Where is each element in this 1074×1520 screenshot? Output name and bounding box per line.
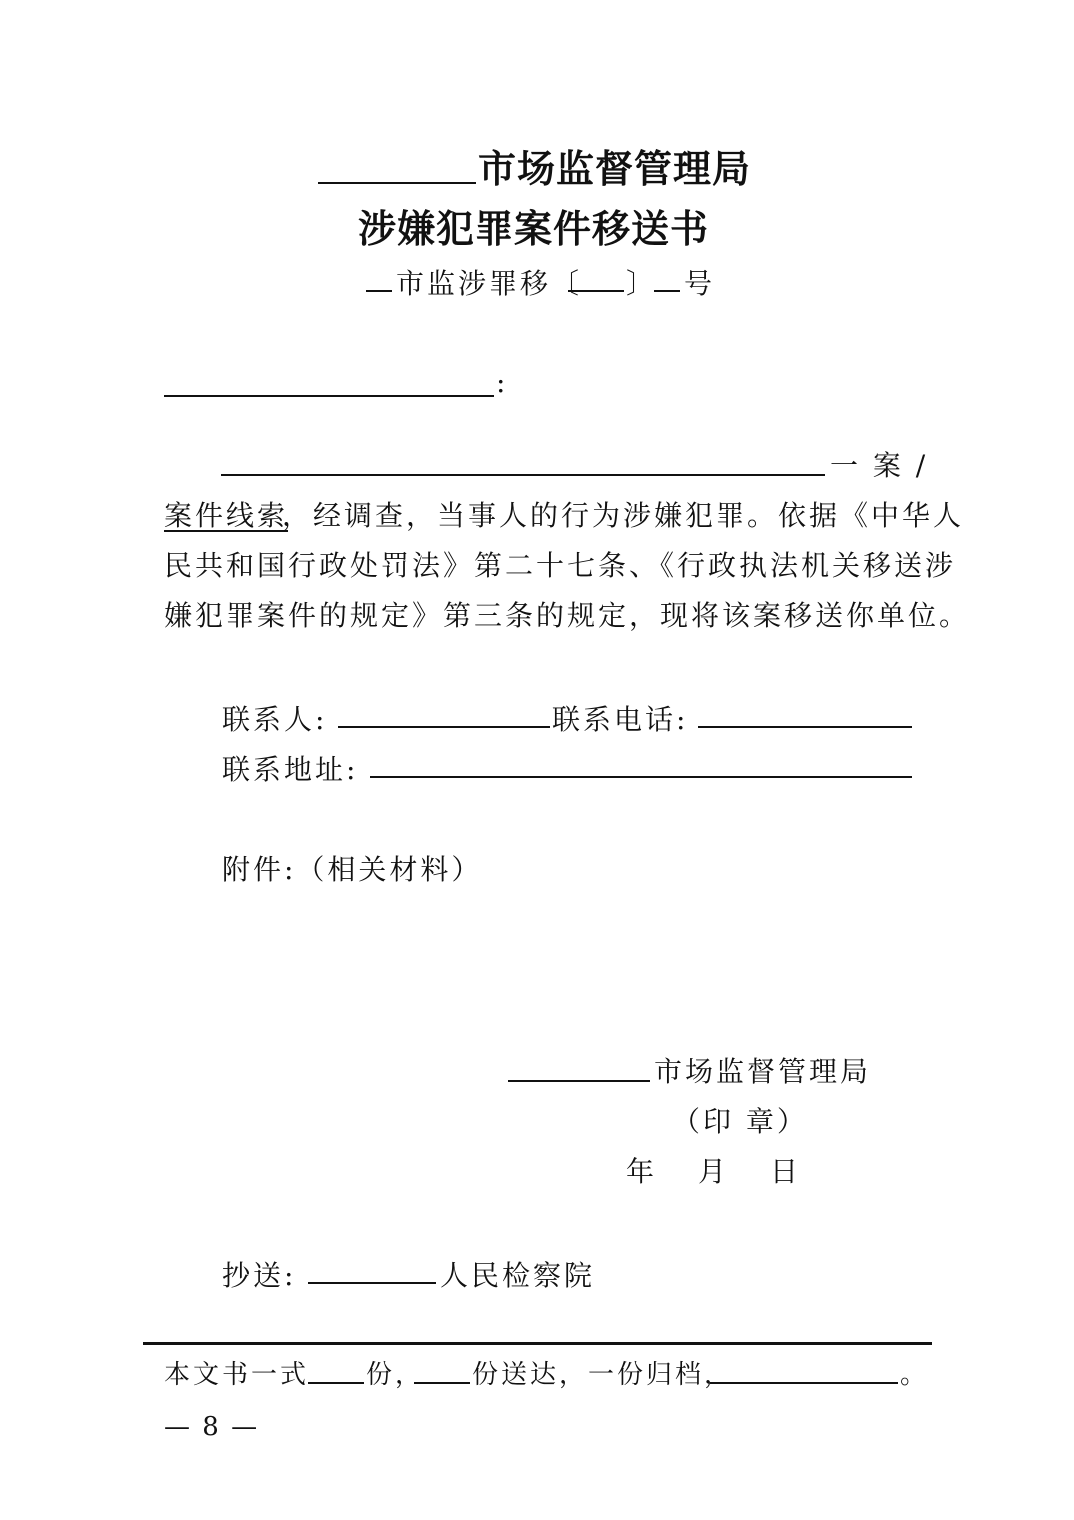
- case-clue-label: 案件线索: [164, 499, 289, 532]
- signature-org-blank[interactable]: [508, 1080, 650, 1082]
- recipient-blank[interactable]: [164, 395, 494, 397]
- case-name-blank[interactable]: [221, 474, 825, 476]
- recipient-colon: :: [496, 366, 509, 399]
- seal-placeholder: （印 章）: [672, 1105, 808, 1138]
- org-name-blank[interactable]: [318, 182, 476, 184]
- date-day: 日: [770, 1155, 802, 1188]
- contact-person-blank[interactable]: [338, 726, 550, 728]
- footer-copies-blank[interactable]: [308, 1382, 364, 1384]
- doc-no-year-blank[interactable]: [568, 290, 624, 292]
- cc-label: 抄送:: [222, 1259, 297, 1292]
- attachment-text: 附件:（相关材料）: [222, 853, 483, 886]
- signature-org-suffix: 市场监督管理局: [654, 1055, 872, 1088]
- footer-delivered-blank[interactable]: [414, 1382, 470, 1384]
- contact-address-blank[interactable]: [370, 776, 912, 778]
- contact-address-label: 联系地址:: [222, 753, 359, 786]
- date-month: 月: [698, 1155, 730, 1188]
- org-name-suffix: 市场监督管理局: [478, 146, 752, 191]
- case-line3: 民共和国行政处罚法》第二十七条、《行政执法机关移送涉: [164, 549, 957, 582]
- case-line2-rest: ，经调查，当事人的行为涉嫌犯罪。依据《中华人: [282, 499, 965, 532]
- case-line1-tail: 一 案 /: [830, 449, 929, 482]
- footer-divider: [143, 1342, 932, 1345]
- doc-no-suffix: 号: [684, 267, 716, 300]
- footer-other-blank[interactable]: [710, 1382, 898, 1384]
- cc-suffix: 人民检察院: [440, 1259, 596, 1292]
- contact-person-label: 联系人:: [222, 703, 328, 736]
- doc-no-number-blank[interactable]: [654, 290, 680, 292]
- doc-no-middle: 〕: [626, 267, 658, 300]
- footer-part2: 份，: [366, 1360, 425, 1390]
- doc-no-region-blank[interactable]: [366, 290, 392, 292]
- cc-blank[interactable]: [308, 1282, 436, 1284]
- contact-phone-label: 联系电话:: [552, 703, 689, 736]
- page-number: — 8 —: [164, 1412, 260, 1442]
- date-year: 年: [626, 1155, 658, 1188]
- footer-part3: 份送达，一份归档，: [472, 1360, 734, 1390]
- footer-part1: 本文书一式: [164, 1360, 310, 1390]
- contact-phone-blank[interactable]: [698, 726, 912, 728]
- doc-no-prefix: 市监涉罪移〔: [396, 267, 583, 300]
- case-line4: 嫌犯罪案件的规定》第三条的规定，现将该案移送你单位。: [164, 599, 971, 632]
- document-title: 涉嫌犯罪案件移送书: [358, 206, 710, 251]
- footer-end: 。: [900, 1360, 930, 1390]
